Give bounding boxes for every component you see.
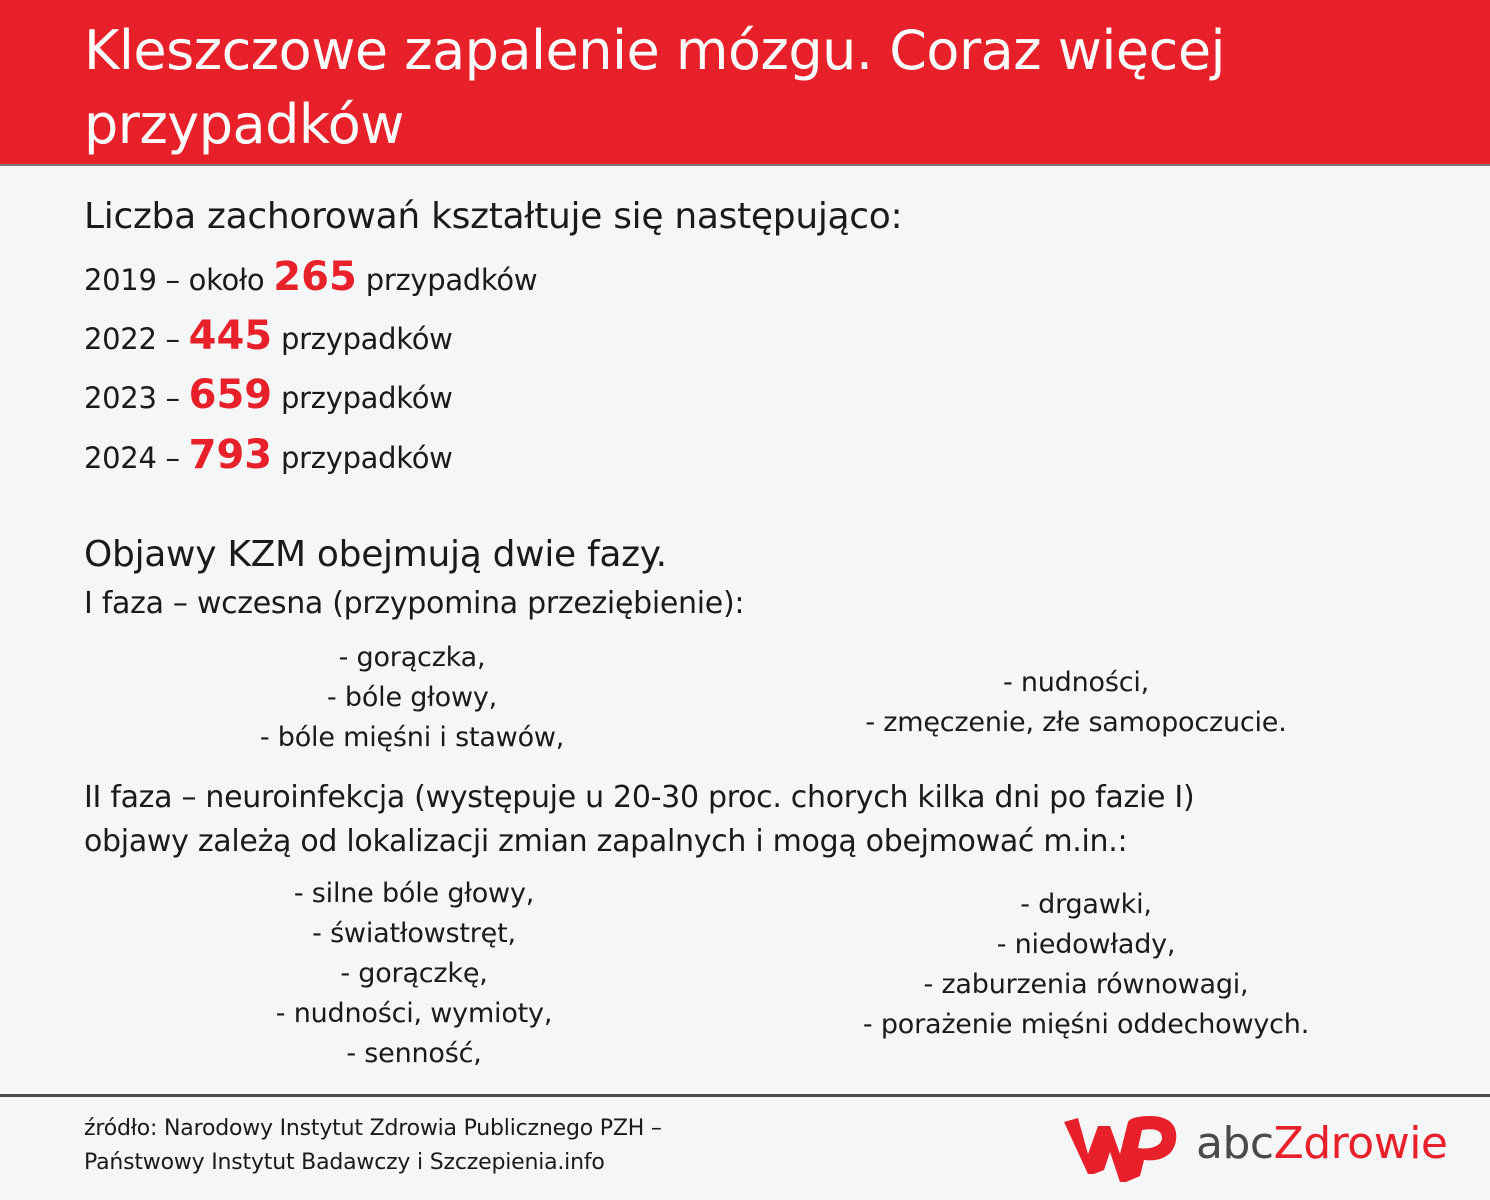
case-unit: przypadków — [356, 263, 538, 297]
footer-divider — [0, 1094, 1490, 1097]
symptom-item: - światłowstręt, — [312, 918, 516, 949]
symptom-item: - drgawki, — [1020, 889, 1152, 920]
phase1-symptoms-right — [826, 663, 1326, 743]
case-year-label: 2024 – — [84, 441, 189, 475]
phase2-symptoms-left — [214, 874, 614, 1074]
case-unit: przypadków — [272, 441, 453, 475]
symptoms-heading: Objawy KZM obejmują dwie fazy. — [84, 534, 667, 575]
phase2-symptoms-right — [826, 885, 1346, 1045]
header-banner — [0, 0, 1490, 166]
phase1-title: I faza – wczesna (przypomina przeziębienie): — [84, 586, 745, 621]
cases-heading: Liczba zachorowań kształtuje się następująco: — [84, 196, 903, 237]
symptom-item: - niedowłady, — [996, 929, 1176, 960]
case-year-label: 2023 – — [84, 381, 189, 415]
case-row-2024 — [84, 432, 453, 478]
symptom-item: - zmęczenie, złe samopoczucie. — [865, 707, 1287, 738]
case-unit: przypadków — [272, 381, 453, 415]
symptom-item: - gorączka, — [338, 642, 486, 673]
symptom-item: - senność, — [346, 1038, 482, 1069]
source-note — [84, 1112, 662, 1180]
case-count: 445 — [188, 313, 273, 359]
logo-wordmark — [1196, 1116, 1448, 1172]
case-year-label: 2019 – około — [84, 263, 274, 297]
phase2-title-line2: objawy zależą od lokalizacji zmian zapalnych i mogą obejmować m.in.: — [84, 824, 1128, 859]
wp-logo-icon — [1058, 1110, 1182, 1186]
symptom-item: - zaburzenia równowagi, — [923, 969, 1249, 1000]
symptom-item: - bóle mięśni i stawów, — [259, 722, 565, 753]
abczdrowie-logo[interactable] — [1058, 1110, 1478, 1190]
case-row-2019 — [84, 254, 537, 300]
case-count: 793 — [188, 432, 273, 478]
phase2-title — [84, 776, 1194, 864]
source-line-2: Państwowy Instytut Badawczy i Szczepienia.info — [84, 1150, 605, 1175]
logo-abc-text: abc — [1196, 1118, 1274, 1169]
symptom-item: - silne bóle głowy, — [293, 878, 535, 909]
symptom-item: - bóle głowy, — [326, 682, 498, 713]
logo-zdrowie-text: Zdrowie — [1273, 1118, 1448, 1169]
phase2-title-line1: II faza – neuroinfekcja (występuje u 20-30 proc. chorych kilka dni po fazie I) — [84, 780, 1195, 815]
symptom-item: - porażenie mięśni oddechowych. — [862, 1009, 1310, 1040]
symptom-item: - gorączkę, — [340, 958, 488, 989]
case-unit: przypadków — [272, 322, 453, 356]
source-line-1: źródło: Narodowy Instytut Zdrowia Publicznego PZH – — [84, 1116, 662, 1141]
case-row-2022 — [84, 313, 453, 359]
case-count: 659 — [188, 372, 273, 418]
page-title: Kleszczowe zapalenie mózgu. Coraz więcej przypadków — [84, 19, 1226, 156]
case-count: 265 — [273, 254, 357, 300]
symptom-item: - nudności, — [1002, 667, 1150, 698]
symptom-item: - nudności, wymioty, — [275, 998, 553, 1029]
case-row-2023 — [84, 372, 453, 418]
case-year-label: 2022 – — [84, 322, 189, 356]
phase1-symptoms-left — [212, 638, 612, 758]
